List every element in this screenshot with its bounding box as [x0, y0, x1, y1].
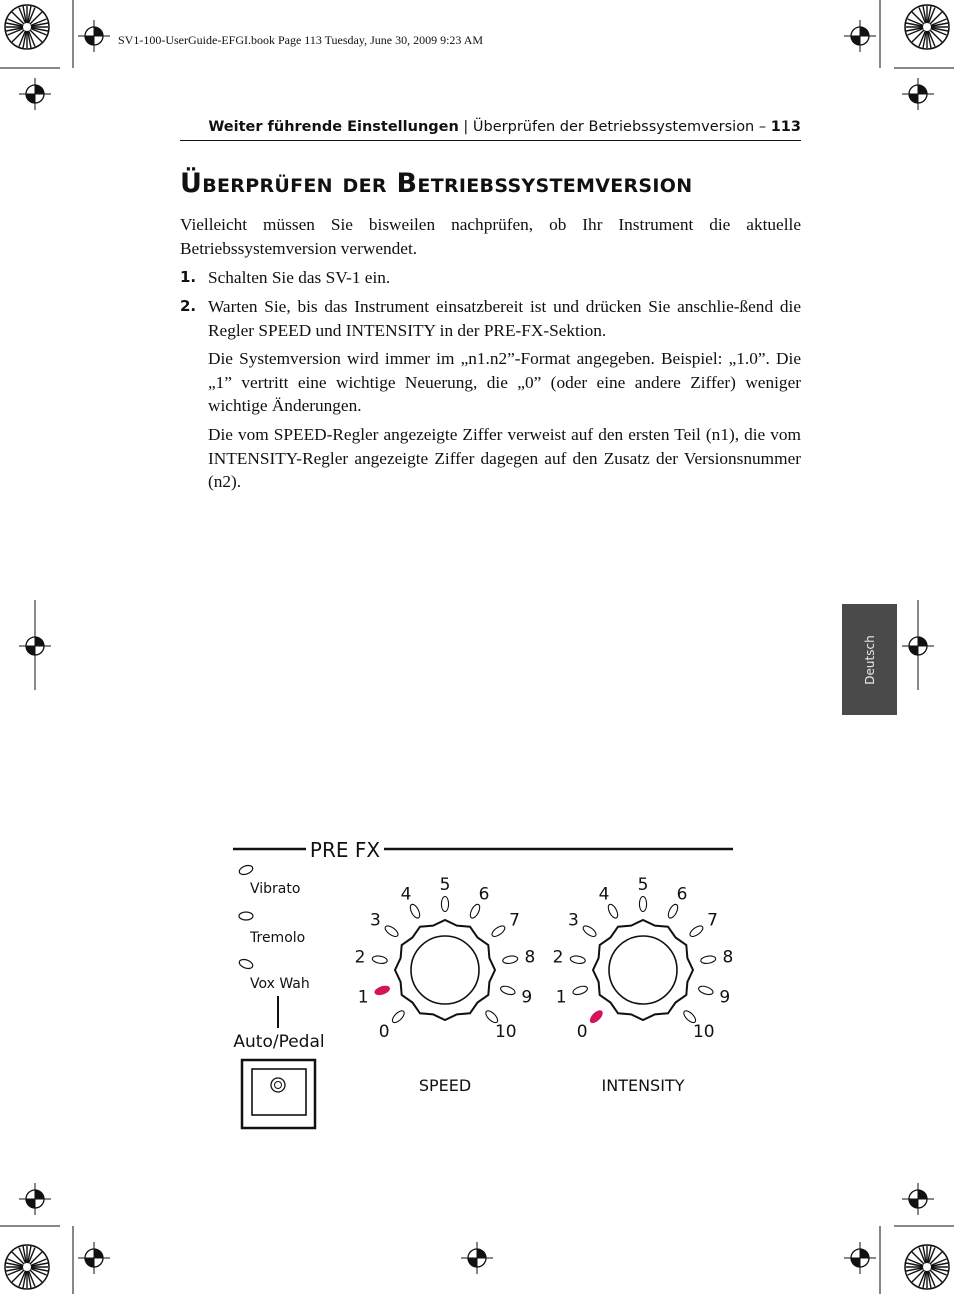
knob-scale-label: 2: [552, 947, 564, 968]
knob-scale-label: 6: [478, 884, 490, 905]
effect-label-vibrato: Vibrato: [250, 881, 301, 897]
knob-led: [502, 955, 518, 964]
knob-led: [468, 903, 481, 920]
knob-led: [606, 903, 619, 920]
knob-scale-label: 8: [722, 947, 734, 968]
knob-led: [688, 924, 704, 939]
effect-label-vox-wah: Vox Wah: [250, 976, 310, 992]
print-slug: SV1-100-UserGuide-EFGI.book Page 113 Tuesday, June 30, 2009 9:23 AM: [118, 33, 484, 47]
knob-scale-label: 8: [524, 947, 536, 968]
knob-label: INTENSITY: [601, 1076, 685, 1095]
knob-scale-label: 10: [494, 1021, 517, 1042]
knob-led: [572, 985, 588, 996]
effect-led: [238, 864, 254, 876]
knob-led: [698, 985, 714, 996]
knob-scale-label: 3: [369, 910, 381, 931]
intensity-knob[interactable]: [553, 875, 734, 1095]
header-section: Weiter führende Einstellungen: [208, 119, 459, 135]
knob-cap[interactable]: [411, 936, 479, 1004]
knob-scale-label: 9: [719, 987, 731, 1008]
header-dash: –: [754, 119, 771, 135]
knob-led: [441, 897, 448, 912]
switch-label: Auto/Pedal: [233, 1032, 325, 1052]
knob-scale-label: 4: [400, 884, 412, 905]
knob-scale-label: 2: [354, 947, 366, 968]
note-paragraph: Die vom SPEED-Regler angezeigte Ziffer verweist auf den ersten Teil (n1), die vom INTENSITY-Regler angezeigte Ziffer dagegen auf den Zusatz der Versionsnummer (n2).: [208, 425, 801, 491]
knob-led: [390, 1009, 406, 1025]
knob-scale-label: 10: [692, 1021, 715, 1042]
knob-led: [700, 955, 716, 964]
knob-scale-label: 7: [707, 910, 719, 931]
note-paragraph: Die Systemversion wird immer im „n1.n2”-Format angegeben. Beispiel: „1.0”. Die „1” vertritt eine wichtige Neuerung, die „0” (oder eine andere Ziffer) weniger wichtige Änderungen.: [208, 349, 801, 415]
auto-pedal-switch[interactable]: [242, 1060, 315, 1128]
language-tab: [842, 604, 897, 715]
knob-led-lit: [588, 1009, 604, 1025]
knob-led-lit: [374, 985, 390, 996]
effect-label-tremolo: Tremolo: [250, 930, 306, 946]
knob-led: [490, 924, 506, 939]
knob-led: [500, 985, 516, 996]
knob-scale-label: 4: [598, 884, 610, 905]
knob-cap[interactable]: [609, 936, 677, 1004]
knob-scale-label: 6: [676, 884, 688, 905]
knob-scale-label: 1: [555, 987, 567, 1008]
effect-led: [239, 912, 253, 920]
knob-led: [581, 924, 597, 939]
page-number: 113: [770, 119, 801, 135]
knob-scale-label: 5: [637, 875, 649, 895]
step-number: 1.: [180, 268, 197, 286]
knob-label: SPEED: [418, 1076, 472, 1095]
knob-scale-label: 1: [357, 987, 369, 1008]
knob-scale-label: 5: [439, 875, 451, 895]
step-text: Schalten Sie das SV-1 ein.: [208, 268, 391, 287]
effect-led: [238, 958, 254, 970]
knob-led: [570, 955, 586, 964]
knob-led: [372, 955, 388, 964]
knob-led: [666, 903, 679, 920]
pre-fx-panel: [220, 830, 740, 1140]
intro-paragraph: Vielleicht müssen Sie bisweilen nachprüfen, ob Ihr Instrument die aktuelle Betriebssystemversion verwendet.: [180, 215, 801, 258]
step-text: Warten Sie, bis das Instrument einsatzbereit ist und drücken Sie anschlie-ßend die Regler SPEED und INTENSITY in der PRE-FX-Sektion.: [208, 297, 801, 340]
knob-scale-label: 3: [567, 910, 579, 931]
header-separator: |: [458, 119, 473, 135]
step-number: 2.: [180, 297, 197, 315]
running-header: [180, 119, 801, 141]
knob-led: [408, 903, 421, 920]
knob-led: [639, 897, 646, 912]
page-title: Überprüfen der Betriebssystemversion: [180, 168, 693, 199]
language-tab-label: Deutsch: [862, 634, 877, 685]
panel-title: PRE FX: [309, 838, 381, 862]
speed-knob[interactable]: [355, 875, 536, 1095]
knob-scale-label: 0: [378, 1021, 390, 1042]
header-topic: Überprüfen der Betriebssystemversion: [472, 119, 755, 135]
knob-led: [383, 924, 399, 939]
knob-scale-label: 7: [509, 910, 521, 931]
knob-scale-label: 9: [521, 987, 533, 1008]
knob-scale-label: 0: [576, 1021, 588, 1042]
